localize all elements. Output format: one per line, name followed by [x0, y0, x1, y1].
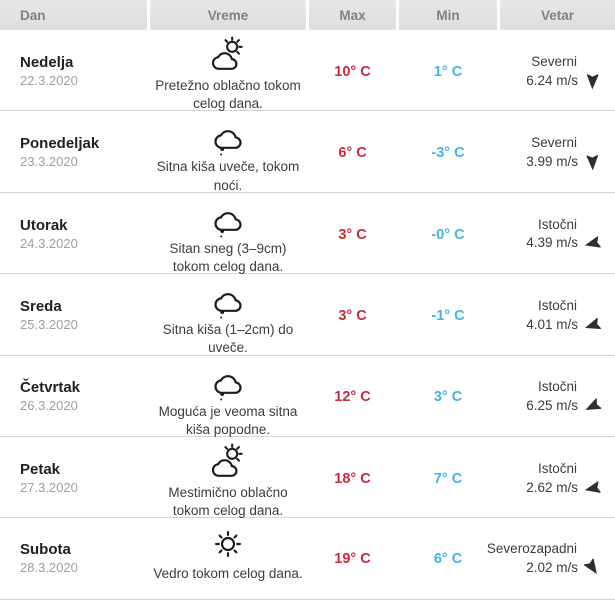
- table-row: [0, 111, 615, 192]
- wind-speed: 2.02 m/s: [526, 559, 578, 575]
- header-max: Max: [309, 0, 396, 30]
- wind-direction: Istočni: [537, 460, 577, 476]
- day-cell: [0, 274, 147, 357]
- day-name: Četvrtak: [20, 379, 81, 397]
- wind-direction-arrow-icon: [580, 394, 605, 419]
- day-name: Petak: [20, 460, 61, 478]
- weather-cell: [150, 193, 306, 276]
- partly-cloudy-icon: [208, 443, 248, 483]
- day-cell: [0, 518, 147, 598]
- table-row: [0, 437, 615, 518]
- day-cell: [0, 356, 147, 439]
- wind-direction-arrow-icon: [583, 153, 603, 173]
- day-date: 27.3.2020: [20, 479, 78, 495]
- wind-direction-arrow-icon: [583, 71, 602, 90]
- wind-speed: 6.25 m/s: [526, 398, 578, 414]
- min-temperature: -0° C: [431, 226, 465, 243]
- wind-direction: Severni: [531, 53, 577, 69]
- max-temperature: 19° C: [334, 550, 371, 567]
- table-row: [0, 518, 615, 599]
- min-temperature: -1° C: [431, 307, 465, 324]
- min-temperature: 6° C: [433, 550, 463, 567]
- day-date: 25.3.2020: [20, 316, 78, 332]
- day-cell: [0, 111, 147, 194]
- drizzle-icon: [208, 362, 248, 402]
- wind-cell: [500, 356, 615, 439]
- weather-cell: [150, 30, 306, 113]
- wind-direction-arrow-icon: [579, 555, 605, 581]
- max-temperature: 3° C: [338, 226, 367, 243]
- wind-direction: Istočni: [537, 216, 577, 232]
- max-temperature: 12° C: [334, 389, 371, 406]
- wind-direction-arrow-icon: [581, 232, 604, 255]
- day-name: Ponedeljak: [20, 135, 100, 153]
- wind-cell: [500, 30, 615, 113]
- weather-description: Sitna kiša uveče, tokom noći.: [156, 159, 300, 193]
- wind-speed: 4.39 m/s: [526, 235, 578, 251]
- max-temperature: 18° C: [334, 470, 371, 487]
- weather-description: Pretežno oblačno tokom celog dana.: [155, 78, 301, 112]
- drizzle-icon: [208, 199, 248, 239]
- drizzle-icon: [208, 117, 248, 157]
- day-name: Utorak: [20, 216, 68, 234]
- wind-direction: Istočni: [537, 379, 577, 395]
- max-temperature: 3° C: [338, 307, 367, 324]
- max-temperature: 6° C: [338, 145, 367, 162]
- weather-cell: [150, 356, 306, 439]
- day-date: 24.3.2020: [20, 235, 78, 251]
- table-header-row: [0, 0, 615, 30]
- wind-cell: [500, 193, 615, 276]
- table-row: [0, 30, 615, 111]
- min-temperature: 3° C: [433, 389, 463, 406]
- day-cell: [0, 437, 147, 520]
- header-weather: Vreme: [150, 0, 306, 30]
- wind-cell: [486, 518, 615, 598]
- min-temperature: -3° C: [431, 145, 465, 162]
- min-temperature: 7° C: [433, 470, 463, 487]
- min-temperature: 1° C: [433, 63, 463, 80]
- wind-direction-arrow-icon: [581, 313, 605, 337]
- weather-cell: [150, 518, 306, 598]
- wind-direction-arrow-icon: [581, 477, 604, 500]
- day-date: 22.3.2020: [20, 72, 78, 88]
- wind-speed: 4.01 m/s: [526, 316, 578, 332]
- table-row: [0, 193, 615, 274]
- weather-description: Mestimično oblačno tokom celog dana.: [168, 484, 288, 519]
- weather-description: Vedro tokom celog dana.: [153, 566, 303, 582]
- wind-cell: [500, 437, 615, 520]
- day-cell: [0, 193, 147, 276]
- table-row: [0, 356, 615, 437]
- wind-cell: [500, 274, 615, 357]
- weather-description: Moguća je veoma sitna kiša popodne.: [158, 403, 298, 437]
- header-min: Min: [399, 0, 497, 30]
- day-date: 23.3.2020: [20, 154, 78, 170]
- wind-direction: Istočni: [537, 297, 577, 313]
- day-date: 28.3.2020: [20, 559, 78, 575]
- day-date: 26.3.2020: [20, 398, 78, 414]
- partly-cloudy-icon: [208, 36, 248, 76]
- drizzle-icon: [208, 280, 248, 320]
- weather-cell: [150, 111, 306, 194]
- wind-direction: Severni: [531, 135, 577, 151]
- weather-cell: [150, 437, 306, 520]
- sun-icon: [208, 524, 248, 564]
- header-day: Dan: [0, 0, 147, 30]
- wind-direction: Severozapadni: [486, 540, 577, 556]
- wind-speed: 2.62 m/s: [526, 479, 578, 495]
- max-temperature: 10° C: [334, 63, 371, 80]
- wind-speed: 6.24 m/s: [526, 72, 578, 88]
- day-cell: [0, 30, 147, 113]
- day-name: Nedelja: [20, 53, 74, 71]
- day-name: Subota: [20, 540, 71, 558]
- day-name: Sreda: [20, 297, 62, 315]
- weather-cell: [150, 274, 306, 357]
- table-row: [0, 274, 615, 355]
- wind-cell: [500, 111, 615, 194]
- header-wind: Vetar: [500, 0, 615, 30]
- wind-speed: 3.99 m/s: [526, 154, 578, 170]
- weather-description: Sitan sneg (3–9cm) tokom celog dana.: [169, 240, 287, 274]
- weather-description: Sitna kiša (1–2cm) do uveče.: [162, 322, 294, 356]
